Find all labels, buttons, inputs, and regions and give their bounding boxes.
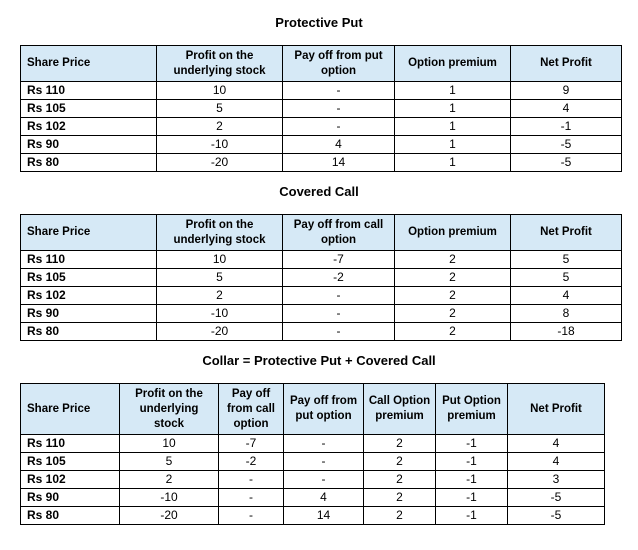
share-price-cell: Rs 80: [21, 323, 157, 341]
table-cell: 1: [395, 100, 511, 118]
header-row: [21, 384, 605, 435]
collar-title: Collar = Protective Put + Covered Call: [202, 353, 436, 368]
header-profit-underlying: Profit on the underlying stock: [157, 46, 283, 82]
table-cell: 2: [395, 323, 511, 341]
table-cell: -1: [436, 471, 508, 489]
covered-call-title: Covered Call: [279, 184, 359, 199]
table-row: [21, 489, 605, 507]
table-cell: -1: [436, 489, 508, 507]
table-cell: 2: [157, 287, 283, 305]
header-net-profit: Net Profit: [511, 215, 622, 251]
table-cell: 2: [157, 118, 283, 136]
table-row: [21, 471, 605, 489]
table-cell: -1: [511, 118, 622, 136]
header-call-payoff: Pay off from call option: [283, 215, 395, 251]
share-price-cell: Rs 105: [21, 269, 157, 287]
share-price-cell: Rs 90: [21, 136, 157, 154]
table-cell: 1: [395, 82, 511, 100]
table-cell: 4: [283, 136, 395, 154]
share-price-cell: Rs 105: [21, 100, 157, 118]
header-share-price: Share Price: [21, 215, 157, 251]
header-option-premium: Option premium: [395, 215, 511, 251]
protective-put-table: [20, 45, 622, 172]
covered-call-table: [20, 214, 622, 341]
table-cell: -20: [157, 154, 283, 172]
table-cell: 5: [511, 269, 622, 287]
header-share-price: Share Price: [21, 384, 120, 435]
table-row: [21, 118, 622, 136]
header-share-price: Share Price: [21, 46, 157, 82]
table-cell: -10: [120, 489, 219, 507]
header-option-premium: Option premium: [395, 46, 511, 82]
header-row: [21, 46, 622, 82]
share-price-cell: Rs 102: [21, 118, 157, 136]
table-cell: -20: [120, 507, 219, 525]
share-price-cell: Rs 80: [21, 507, 120, 525]
table-cell: 8: [511, 305, 622, 323]
table-cell: 3: [508, 471, 605, 489]
table-row: [21, 269, 622, 287]
table-row: [21, 507, 605, 525]
table-cell: 1: [395, 136, 511, 154]
header-row: [21, 215, 622, 251]
table-row: [21, 100, 622, 118]
table-cell: -1: [436, 453, 508, 471]
table-cell: -2: [219, 453, 284, 471]
table-row: [21, 251, 622, 269]
table-row: [21, 136, 622, 154]
table-cell: 4: [508, 453, 605, 471]
table-cell: -2: [283, 269, 395, 287]
table-cell: -10: [157, 305, 283, 323]
share-price-cell: Rs 90: [21, 305, 157, 323]
header-put-payoff: Pay off from put option: [283, 46, 395, 82]
table-cell: -5: [508, 507, 605, 525]
table-cell: 5: [511, 251, 622, 269]
header-net-profit: Net Profit: [508, 384, 605, 435]
table-row: [21, 154, 622, 172]
table-cell: 5: [120, 453, 219, 471]
table-cell: 14: [283, 154, 395, 172]
table-cell: 14: [284, 507, 364, 525]
collar-table: [20, 383, 605, 525]
share-price-cell: Rs 110: [21, 82, 157, 100]
table-cell: 2: [364, 435, 436, 453]
table-cell: -18: [511, 323, 622, 341]
table-cell: 1: [395, 118, 511, 136]
table-row: [21, 435, 605, 453]
table-row: [21, 305, 622, 323]
share-price-cell: Rs 80: [21, 154, 157, 172]
share-price-cell: Rs 105: [21, 453, 120, 471]
table-cell: 2: [395, 251, 511, 269]
table-row: [21, 82, 622, 100]
share-price-cell: Rs 90: [21, 489, 120, 507]
table-cell: -: [283, 100, 395, 118]
table-cell: 10: [157, 82, 283, 100]
table-cell: -: [283, 323, 395, 341]
table-cell: 2: [364, 453, 436, 471]
table-cell: 9: [511, 82, 622, 100]
table-cell: 2: [395, 305, 511, 323]
table-cell: 2: [364, 489, 436, 507]
table-cell: -: [219, 489, 284, 507]
table-cell: -: [284, 453, 364, 471]
share-price-cell: Rs 102: [21, 287, 157, 305]
share-price-cell: Rs 110: [21, 251, 157, 269]
table-cell: -5: [508, 489, 605, 507]
table-cell: -7: [283, 251, 395, 269]
table-cell: 2: [395, 269, 511, 287]
table-cell: -1: [436, 435, 508, 453]
share-price-cell: Rs 102: [21, 471, 120, 489]
table-cell: -20: [157, 323, 283, 341]
table-cell: -10: [157, 136, 283, 154]
table-cell: -: [283, 305, 395, 323]
table-cell: -: [284, 435, 364, 453]
table-cell: -: [283, 118, 395, 136]
table-cell: 10: [157, 251, 283, 269]
table-cell: 5: [157, 269, 283, 287]
share-price-cell: Rs 110: [21, 435, 120, 453]
table-row: [21, 323, 622, 341]
table-cell: 2: [364, 507, 436, 525]
table-cell: -7: [219, 435, 284, 453]
header-profit-underlying: Profit on the underlying stock: [157, 215, 283, 251]
table-cell: 4: [508, 435, 605, 453]
table-cell: 2: [395, 287, 511, 305]
table-cell: -: [283, 287, 395, 305]
table-cell: -: [284, 471, 364, 489]
protective-put-title: Protective Put: [275, 15, 363, 30]
table-cell: 2: [120, 471, 219, 489]
table-cell: 4: [511, 287, 622, 305]
table-cell: 1: [395, 154, 511, 172]
table-cell: -: [219, 507, 284, 525]
table-cell: 2: [364, 471, 436, 489]
table-row: [21, 287, 622, 305]
table-cell: -: [219, 471, 284, 489]
header-call-premium: Call Option premium: [364, 384, 436, 435]
header-profit-underlying: Profit on the underlying stock: [120, 384, 219, 435]
table-cell: -1: [436, 507, 508, 525]
table-cell: -5: [511, 154, 622, 172]
table-cell: 4: [284, 489, 364, 507]
header-net-profit: Net Profit: [511, 46, 622, 82]
table-cell: 4: [511, 100, 622, 118]
table-row: [21, 453, 605, 471]
table-cell: -: [283, 82, 395, 100]
header-call-payoff: Pay off from call option: [219, 384, 284, 435]
header-put-premium: Put Option premium: [436, 384, 508, 435]
table-cell: 10: [120, 435, 219, 453]
table-cell: -5: [511, 136, 622, 154]
header-put-payoff: Pay off from put option: [284, 384, 364, 435]
table-cell: 5: [157, 100, 283, 118]
